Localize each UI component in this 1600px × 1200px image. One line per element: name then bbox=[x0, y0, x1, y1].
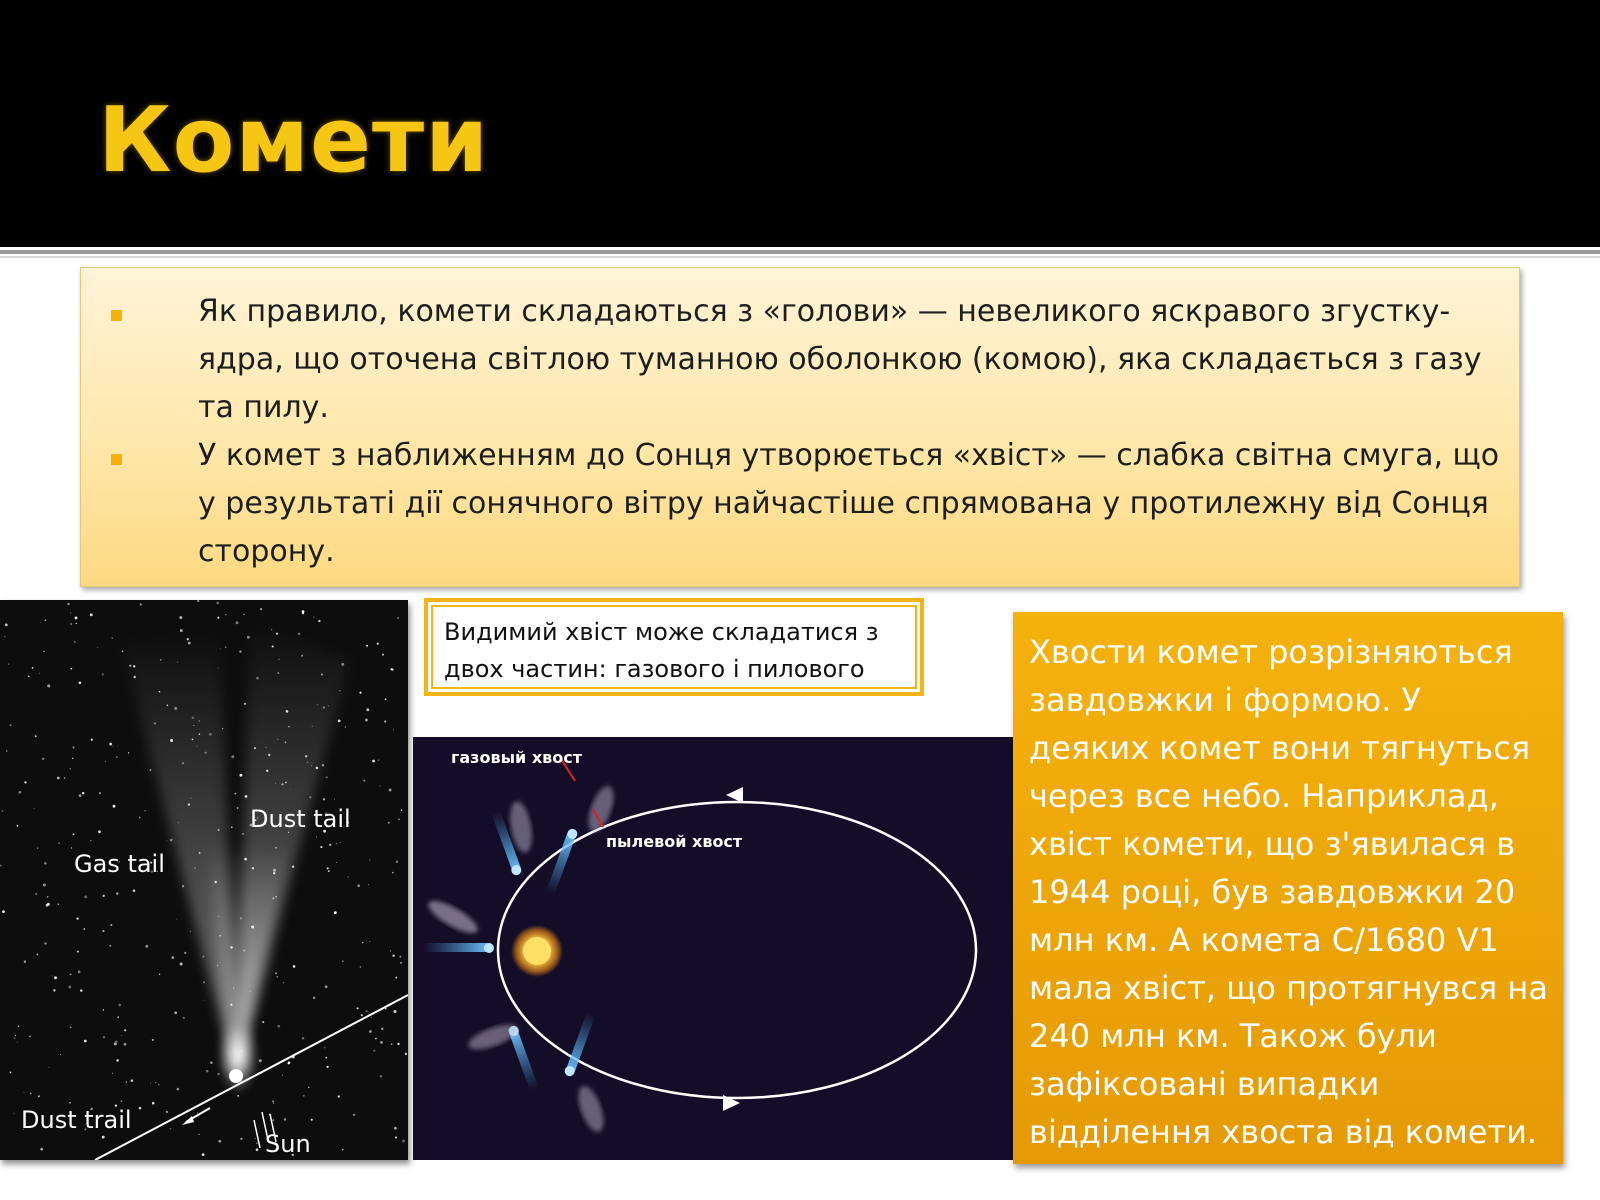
star-dot bbox=[140, 603, 142, 605]
star-dot bbox=[99, 792, 101, 794]
star-dot bbox=[24, 781, 26, 783]
star-dot bbox=[394, 1010, 397, 1013]
star-dot bbox=[103, 1009, 104, 1010]
star-dot bbox=[139, 817, 141, 819]
star-dot bbox=[120, 1100, 122, 1102]
star-dot bbox=[244, 703, 246, 705]
star-dot bbox=[116, 756, 118, 758]
star-dot bbox=[347, 876, 349, 878]
star-dot bbox=[388, 822, 390, 824]
star-dot bbox=[237, 1095, 239, 1097]
star-dot bbox=[116, 892, 118, 894]
star-dot bbox=[334, 799, 335, 800]
star-dot bbox=[70, 1027, 71, 1028]
star-dot bbox=[102, 1136, 105, 1139]
star-dot bbox=[369, 1030, 372, 1033]
star-dot bbox=[396, 861, 398, 863]
comet-photo-image bbox=[0, 600, 408, 1160]
star-dot bbox=[44, 862, 46, 864]
star-dot bbox=[342, 960, 343, 961]
star-dot bbox=[102, 930, 104, 932]
star-dot bbox=[323, 798, 325, 800]
star-dot bbox=[366, 708, 369, 711]
star-dot bbox=[84, 1040, 87, 1043]
star-dot bbox=[2, 910, 5, 913]
star-dot bbox=[272, 1101, 273, 1102]
star-dot bbox=[117, 746, 118, 747]
star-dot bbox=[282, 1075, 283, 1076]
star-dot bbox=[260, 608, 262, 610]
star-dot bbox=[52, 976, 53, 977]
star-dot bbox=[384, 720, 386, 722]
star-dot bbox=[35, 893, 37, 895]
star-dot bbox=[198, 1134, 199, 1135]
star-dot bbox=[91, 739, 93, 741]
star-dot bbox=[272, 1119, 274, 1121]
star-dot bbox=[109, 743, 112, 746]
star-dot bbox=[8, 664, 9, 665]
star-dot bbox=[236, 621, 239, 624]
star-dot bbox=[105, 761, 106, 762]
star-dot bbox=[70, 668, 72, 670]
star-dot bbox=[398, 819, 399, 820]
star-dot bbox=[15, 1035, 16, 1036]
star-dot bbox=[284, 1118, 286, 1120]
dust-tail-label: Dust tail bbox=[250, 805, 351, 833]
title-bar bbox=[0, 0, 1600, 247]
star-dot bbox=[5, 624, 8, 627]
bullet-text-box bbox=[80, 267, 1520, 587]
star-dot bbox=[73, 747, 75, 749]
star-dot bbox=[139, 1107, 142, 1110]
star-dot bbox=[327, 1066, 329, 1068]
star-dot bbox=[183, 1017, 185, 1019]
star-dot bbox=[375, 1038, 377, 1040]
divider-line bbox=[0, 250, 1600, 254]
star-dot bbox=[145, 945, 148, 948]
star-dot bbox=[70, 623, 72, 625]
star-dot bbox=[237, 807, 239, 809]
star-dot bbox=[152, 1102, 155, 1105]
callout-text: Видимий хвіст може складатися з двох частин: газового і пилового bbox=[444, 618, 879, 683]
star-dot bbox=[371, 1017, 372, 1018]
star-dot bbox=[206, 1070, 208, 1072]
bullet-square-icon bbox=[111, 310, 122, 321]
star-dot bbox=[380, 1075, 382, 1077]
star-dot bbox=[340, 842, 341, 843]
star-dot bbox=[40, 1148, 43, 1151]
star-dot bbox=[316, 836, 317, 837]
star-dot bbox=[37, 848, 38, 849]
star-dot bbox=[275, 972, 277, 974]
star-dot bbox=[177, 1088, 180, 1091]
star-dot bbox=[17, 825, 19, 827]
star-dot bbox=[54, 976, 57, 979]
star-dot bbox=[97, 647, 98, 648]
star-dot bbox=[313, 617, 314, 618]
star-dot bbox=[71, 847, 72, 848]
star-dot bbox=[216, 602, 219, 605]
star-dot bbox=[124, 1029, 126, 1031]
star-dot bbox=[118, 1004, 121, 1007]
star-dot bbox=[273, 1102, 274, 1103]
star-dot bbox=[353, 1114, 355, 1116]
star-dot bbox=[328, 870, 330, 872]
star-dot bbox=[363, 780, 365, 782]
star-dot bbox=[313, 997, 315, 999]
slide-title: Комети bbox=[98, 88, 490, 193]
orbit-diagram-image bbox=[413, 737, 1013, 1160]
star-dot bbox=[58, 842, 60, 844]
star-dot bbox=[255, 1138, 256, 1139]
comet-orbit-diagram bbox=[413, 737, 1013, 1160]
star-dot bbox=[231, 826, 232, 827]
star-dot bbox=[170, 839, 173, 842]
star-dot bbox=[98, 830, 101, 833]
star-dot bbox=[103, 895, 105, 897]
star-dot bbox=[159, 974, 160, 975]
star-dot bbox=[45, 620, 46, 621]
star-dot bbox=[397, 1043, 399, 1045]
star-dot bbox=[395, 1136, 397, 1138]
star-dot bbox=[69, 986, 72, 989]
star-dot bbox=[47, 684, 50, 687]
star-dot bbox=[47, 896, 49, 898]
star-dot bbox=[29, 1036, 31, 1038]
star-dot bbox=[256, 1148, 259, 1151]
star-dot bbox=[155, 1082, 156, 1083]
star-dot bbox=[170, 1128, 172, 1130]
star-dot bbox=[18, 1026, 19, 1027]
sun-label: Sun bbox=[265, 1130, 311, 1158]
star-dot bbox=[338, 720, 341, 723]
star-dot bbox=[64, 777, 66, 779]
star-dot bbox=[58, 903, 60, 905]
bullet-text: У комет з наближенням до Сонця утворюється «хвіст» — слабка світна смуга, що у результаті дії сонячного вітру найчастіше спрямована у протилежну від Сонця сторону. bbox=[198, 438, 1500, 569]
star-dot bbox=[243, 614, 245, 616]
star-dot bbox=[76, 623, 77, 624]
star-dot bbox=[357, 1007, 359, 1009]
star-dot bbox=[322, 764, 324, 766]
star-dot bbox=[369, 860, 370, 861]
star-dot bbox=[397, 617, 399, 619]
bullet-square-icon bbox=[111, 454, 122, 465]
star-dot bbox=[197, 1113, 198, 1114]
dust-tail-label-ru: пылевой хвост bbox=[606, 832, 743, 851]
star-dot bbox=[34, 808, 35, 809]
star-dot bbox=[152, 1039, 154, 1041]
star-dot bbox=[74, 641, 75, 642]
star-dot bbox=[166, 1111, 168, 1113]
star-dot bbox=[324, 1047, 325, 1048]
star-dot bbox=[114, 1042, 117, 1045]
star-dot bbox=[394, 1127, 397, 1130]
star-dot bbox=[184, 952, 186, 954]
star-dot bbox=[116, 1059, 118, 1061]
star-dot bbox=[203, 1000, 204, 1001]
star-dot bbox=[190, 931, 191, 932]
star-dot bbox=[372, 760, 375, 763]
star-dot bbox=[103, 1036, 105, 1038]
star-dot bbox=[277, 976, 278, 977]
star-dot bbox=[366, 1010, 368, 1012]
callout-box bbox=[424, 598, 924, 696]
star-dot bbox=[76, 917, 78, 919]
star-dot bbox=[401, 810, 402, 811]
star-dot bbox=[369, 941, 370, 942]
star-dot bbox=[176, 919, 177, 920]
star-dot bbox=[23, 1092, 24, 1093]
star-dot bbox=[75, 616, 78, 619]
star-dot bbox=[405, 1053, 407, 1055]
star-dot bbox=[239, 774, 242, 777]
star-dot bbox=[72, 758, 73, 759]
star-dot bbox=[79, 794, 82, 797]
star-dot bbox=[402, 1140, 405, 1143]
star-dot bbox=[359, 692, 361, 694]
star-dot bbox=[150, 1083, 151, 1084]
star-dot bbox=[133, 889, 136, 892]
star-dot bbox=[128, 752, 129, 753]
star-dot bbox=[180, 963, 183, 966]
star-dot bbox=[277, 1025, 280, 1028]
star-dot bbox=[79, 682, 82, 685]
star-dot bbox=[80, 989, 83, 992]
star-dot bbox=[399, 956, 401, 958]
star-dot bbox=[247, 636, 250, 639]
star-dot bbox=[121, 1035, 122, 1036]
star-dot bbox=[389, 789, 392, 792]
star-dot bbox=[262, 1021, 264, 1023]
star-dot bbox=[302, 612, 304, 614]
star-dot bbox=[303, 1095, 305, 1097]
star-dot bbox=[6, 750, 7, 751]
star-dot bbox=[361, 1014, 363, 1016]
star-dot bbox=[30, 1093, 31, 1094]
star-dot bbox=[210, 1061, 213, 1064]
star-dot bbox=[67, 603, 69, 605]
gas-tail-label: Gas tail bbox=[74, 850, 165, 878]
star-dot bbox=[150, 769, 152, 771]
star-dot bbox=[217, 617, 219, 619]
star-dot bbox=[345, 726, 346, 727]
star-dot bbox=[357, 884, 360, 887]
bullet-text: Як правило, комети складаються з «голови» — невеликого яскравого згустку-ядра, що оточена світлою туманною оболонкою (комою), яка складається з газу та пилу. bbox=[198, 294, 1482, 425]
star-dot bbox=[78, 971, 81, 974]
star-dot bbox=[110, 924, 112, 926]
star-dot bbox=[174, 1011, 177, 1014]
star-dot bbox=[390, 668, 392, 670]
star-dot bbox=[392, 955, 394, 957]
star-dot bbox=[43, 651, 44, 652]
star-dot bbox=[83, 928, 85, 930]
star-dot bbox=[90, 840, 91, 841]
star-dot bbox=[400, 962, 402, 964]
star-dot bbox=[124, 1043, 127, 1046]
star-dot bbox=[308, 1087, 310, 1089]
star-dot bbox=[2, 810, 4, 812]
star-dot bbox=[53, 989, 55, 991]
star-dot bbox=[113, 805, 116, 808]
star-dot bbox=[365, 719, 368, 722]
star-dot bbox=[69, 1102, 70, 1103]
divider-line-thin bbox=[0, 256, 1600, 258]
star-dot bbox=[203, 981, 205, 983]
star-dot bbox=[112, 638, 113, 639]
star-dot bbox=[4, 636, 5, 637]
star-dot bbox=[336, 862, 337, 863]
star-dot bbox=[60, 1054, 61, 1055]
star-dot bbox=[102, 673, 104, 675]
star-dot bbox=[10, 1071, 12, 1073]
star-dot bbox=[82, 792, 84, 794]
side-note-text: Хвости комет розрізняються завдовжки і формою. У деяких комет вони тягнуться через все небо. Наприклад, хвіст комети, що з'явилася в 1944 році, був завдовжки 20 млн км. А комета C/1680 V1 мала хвіст, що протягнувся на 240 млн км. Також були зафіксовані випадки відділення хвоста від комети. bbox=[1029, 633, 1548, 1151]
star-dot bbox=[373, 752, 374, 753]
star-dot bbox=[293, 965, 296, 968]
star-dot bbox=[302, 1037, 305, 1040]
star-dot bbox=[48, 904, 49, 905]
star-dot bbox=[362, 942, 363, 943]
star-dot bbox=[327, 867, 329, 869]
star-dot bbox=[44, 942, 46, 944]
star-dot bbox=[338, 1095, 340, 1097]
star-dot bbox=[70, 973, 72, 975]
star-dot bbox=[382, 654, 384, 656]
star-dot bbox=[380, 1041, 383, 1044]
side-note-box bbox=[1013, 612, 1563, 1164]
star-dot bbox=[19, 791, 22, 794]
star-dot bbox=[329, 844, 331, 846]
star-dot bbox=[393, 729, 394, 730]
star-dot bbox=[360, 966, 362, 968]
star-dot bbox=[28, 676, 30, 678]
star-dot bbox=[43, 884, 46, 887]
star-dot bbox=[36, 954, 38, 956]
star-dot bbox=[288, 1061, 291, 1064]
star-dot bbox=[171, 956, 174, 959]
star-dot bbox=[318, 620, 320, 622]
star-dot bbox=[10, 724, 12, 726]
star-dot bbox=[117, 1016, 119, 1018]
star-dot bbox=[326, 776, 328, 778]
star-dot bbox=[70, 613, 71, 614]
star-dot bbox=[334, 911, 337, 914]
star-dot bbox=[392, 872, 394, 874]
star-dot bbox=[368, 884, 369, 885]
star-dot bbox=[378, 759, 379, 760]
star-dot bbox=[390, 950, 391, 951]
star-dot bbox=[158, 1084, 159, 1085]
star-dot bbox=[57, 777, 60, 780]
star-dot bbox=[395, 977, 397, 979]
star-dot bbox=[240, 1138, 242, 1140]
star-dot bbox=[42, 757, 45, 760]
star-dot bbox=[70, 768, 71, 769]
star-dot bbox=[115, 1040, 117, 1042]
star-dot bbox=[391, 1043, 393, 1045]
star-dot bbox=[381, 1028, 384, 1031]
star-dot bbox=[377, 643, 379, 645]
star-dot bbox=[219, 1140, 222, 1143]
star-dot bbox=[320, 846, 322, 848]
star-dot bbox=[84, 895, 87, 898]
star-dot bbox=[311, 1119, 313, 1121]
star-dot bbox=[166, 840, 167, 841]
star-dot bbox=[231, 755, 234, 758]
star-dot bbox=[325, 985, 328, 988]
star-dot bbox=[239, 650, 241, 652]
star-dot bbox=[14, 1113, 15, 1114]
star-dot bbox=[336, 843, 337, 844]
gas-tail-label-ru: газовый хвост bbox=[451, 748, 583, 767]
star-dot bbox=[225, 614, 227, 616]
star-dot bbox=[235, 793, 237, 795]
star-dot bbox=[366, 645, 368, 647]
star-dot bbox=[325, 1057, 327, 1059]
star-dot bbox=[77, 951, 79, 953]
star-dot bbox=[39, 673, 40, 674]
star-dot bbox=[283, 982, 284, 983]
star-dot bbox=[24, 961, 26, 963]
star-dot bbox=[373, 1050, 375, 1052]
star-dot bbox=[144, 810, 145, 811]
star-dot bbox=[256, 1142, 257, 1143]
dust-trail-label: Dust trail bbox=[21, 1106, 132, 1134]
star-dot bbox=[225, 646, 227, 648]
star-dot bbox=[90, 613, 93, 616]
star-dot bbox=[113, 746, 114, 747]
star-dot bbox=[49, 1067, 50, 1068]
star-dot bbox=[126, 1081, 127, 1082]
star-dot bbox=[380, 786, 381, 787]
star-dot bbox=[298, 633, 301, 636]
star-dot bbox=[131, 1079, 134, 1082]
star-dot bbox=[180, 629, 183, 632]
star-dot bbox=[112, 1073, 113, 1074]
star-dot bbox=[385, 699, 387, 701]
star-dot bbox=[32, 667, 34, 669]
star-dot bbox=[17, 1042, 18, 1043]
star-dot bbox=[182, 885, 184, 887]
star-dot bbox=[73, 833, 75, 835]
star-dot bbox=[109, 945, 111, 947]
star-dot bbox=[342, 1149, 343, 1150]
star-dot bbox=[14, 1038, 15, 1039]
comet-photo bbox=[0, 600, 408, 1160]
star-dot bbox=[35, 735, 37, 737]
star-dot bbox=[179, 616, 182, 619]
star-dot bbox=[202, 1153, 205, 1156]
star-dot bbox=[38, 1095, 40, 1097]
